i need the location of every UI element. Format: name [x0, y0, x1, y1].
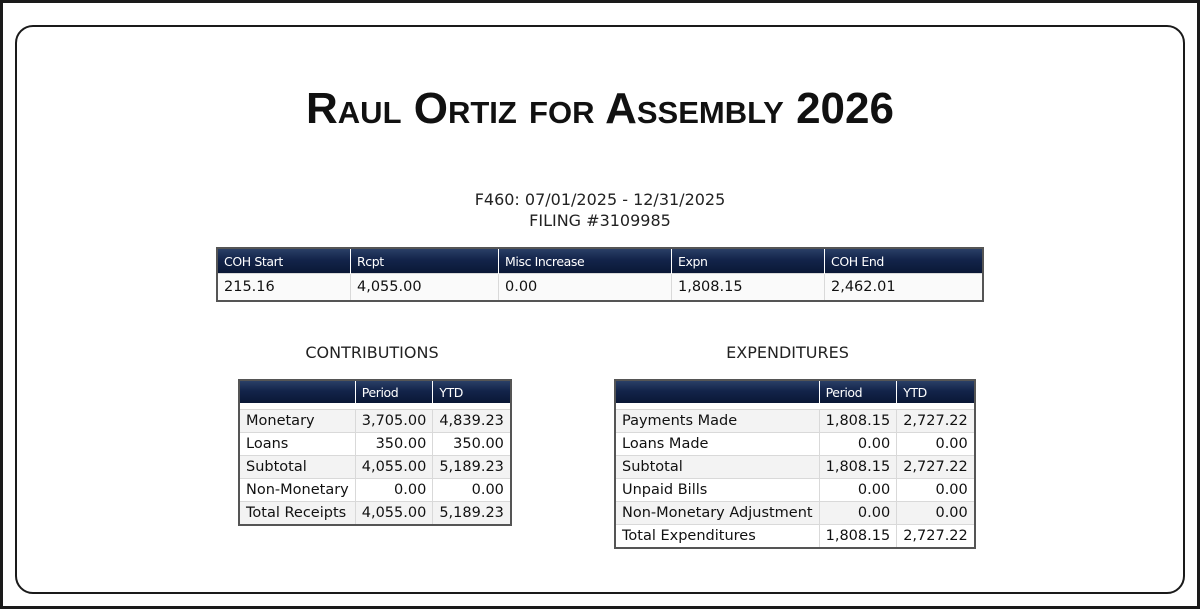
expenditures-header-row: [615, 380, 975, 403]
row-label: Total Receipts: [239, 502, 355, 526]
table-row: [615, 433, 975, 456]
table-row: [615, 410, 975, 433]
row-label: Payments Made: [615, 410, 819, 433]
row-label: Subtotal: [239, 456, 355, 479]
expenditures-heading: EXPENDITURES: [726, 343, 849, 362]
row-period: 1,808.15: [819, 410, 897, 433]
row-ytd: 350.00: [433, 433, 511, 456]
table-row: [239, 456, 511, 479]
row-period: 4,055.00: [355, 502, 433, 526]
row-period: 0.00: [355, 479, 433, 502]
summary-header-rcpt: Rcpt: [351, 248, 499, 274]
filing-number: FILING #3109985: [529, 211, 671, 230]
contributions-header-ytd: YTD: [433, 380, 511, 403]
summary-value-row: [217, 274, 983, 302]
row-period: 350.00: [355, 433, 433, 456]
table-row: [239, 410, 511, 433]
row-label: Unpaid Bills: [615, 479, 819, 502]
contributions-header-row: [239, 380, 511, 403]
row-label: Loans Made: [615, 433, 819, 456]
table-row: [239, 433, 511, 456]
table-row: [615, 525, 975, 549]
expenditures-table: [614, 379, 976, 549]
summary-header-expn: Expn: [672, 248, 825, 274]
expenditures-header-label: [615, 380, 819, 403]
row-ytd: 0.00: [897, 502, 975, 525]
summary-header-coh-start: COH Start: [217, 248, 351, 274]
row-ytd: 2,727.22: [897, 525, 975, 549]
table-row: [615, 502, 975, 525]
table-row: [615, 479, 975, 502]
row-ytd: 2,727.22: [897, 410, 975, 433]
summary-table: [216, 247, 984, 302]
row-label: Non-Monetary: [239, 479, 355, 502]
summary-header-coh-end: COH End: [825, 248, 984, 274]
row-period: 1,808.15: [819, 525, 897, 549]
summary-expn-value: 1,808.15: [672, 274, 825, 302]
row-period: 0.00: [819, 433, 897, 456]
row-period: 0.00: [819, 479, 897, 502]
filing-period: F460: 07/01/2025 - 12/31/2025: [474, 190, 726, 209]
summary-header-misc-increase: Misc Increase: [499, 248, 672, 274]
summary-coh-end-value: 2,462.01: [825, 274, 984, 302]
row-label: Total Expenditures: [615, 525, 819, 549]
row-ytd: 0.00: [897, 433, 975, 456]
contributions-header-label: [239, 380, 355, 403]
summary-coh-start-value: 215.16: [217, 274, 351, 302]
contributions-heading: CONTRIBUTIONS: [305, 343, 439, 362]
row-ytd: 5,189.23: [433, 502, 511, 526]
table-row: [239, 479, 511, 502]
row-ytd: 4,839.23: [433, 410, 511, 433]
row-label: Loans: [239, 433, 355, 456]
row-ytd: 0.00: [433, 479, 511, 502]
summary-header-row: [217, 248, 983, 274]
row-period: 3,705.00: [355, 410, 433, 433]
row-period: 0.00: [819, 502, 897, 525]
row-ytd: 0.00: [897, 479, 975, 502]
expenditures-header-period: Period: [819, 380, 897, 403]
row-label: Monetary: [239, 410, 355, 433]
summary-rcpt-value: 4,055.00: [351, 274, 499, 302]
expenditures-header-ytd: YTD: [897, 380, 975, 403]
table-row: [615, 456, 975, 479]
contributions-table: [238, 379, 512, 526]
contributions-header-period: Period: [355, 380, 433, 403]
row-ytd: 5,189.23: [433, 456, 511, 479]
summary-misc-increase-value: 0.00: [499, 274, 672, 302]
row-period: 1,808.15: [819, 456, 897, 479]
table-row: [239, 502, 511, 526]
row-label: Subtotal: [615, 456, 819, 479]
row-period: 4,055.00: [355, 456, 433, 479]
page-title: Raul Ortiz for Assembly 2026: [306, 84, 894, 133]
row-label: Non-Monetary Adjustment: [615, 502, 819, 525]
row-ytd: 2,727.22: [897, 456, 975, 479]
